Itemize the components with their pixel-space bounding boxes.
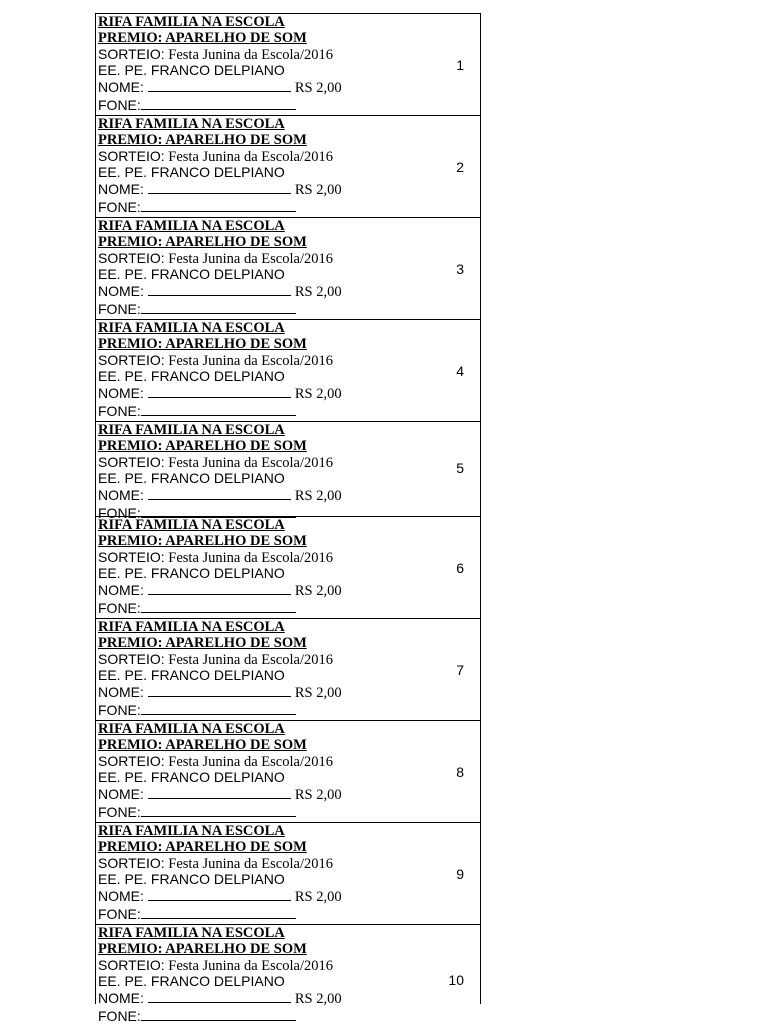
draw-value: Festa Junina da Escola/2016 [164, 353, 333, 369]
ticket-prize: PREMIO: APARELHO DE SOM [98, 635, 307, 651]
draw-label: SORTEIO: [98, 454, 165, 470]
name-blank-line[interactable] [148, 785, 291, 799]
name-label: NOME: [98, 582, 144, 598]
raffle-ticket [96, 517, 480, 619]
ticket-price: RS 2,00 [294, 182, 342, 198]
ticket-number: 2 [456, 159, 464, 175]
ticket-prize: PREMIO: APARELHO DE SOM [98, 941, 307, 957]
ticket-number: 3 [456, 261, 464, 277]
draw-label: SORTEIO: [98, 250, 165, 266]
phone-blank-line[interactable] [141, 905, 296, 919]
phone-label: FONE: [98, 804, 141, 820]
ticket-school: EE. PE. FRANCO DELPIANO [98, 266, 285, 282]
ticket-price: RS 2,00 [294, 488, 342, 504]
ticket-number: 9 [456, 866, 464, 882]
ticket-title: RIFA FAMILIA NA ESCOLA [98, 116, 285, 132]
ticket-draw [98, 148, 333, 164]
ticket-number: 7 [456, 662, 464, 678]
ticket-prize: PREMIO: APARELHO DE SOM [98, 234, 307, 250]
ticket-price: RS 2,00 [294, 685, 342, 701]
phone-blank-line[interactable] [141, 300, 296, 314]
draw-value: Festa Junina da Escola/2016 [164, 455, 333, 471]
draw-label: SORTEIO: [98, 352, 165, 368]
ticket-school: EE. PE. FRANCO DELPIANO [98, 470, 285, 486]
ticket-title: RIFA FAMILIA NA ESCOLA [98, 218, 285, 234]
ticket-name-row [98, 486, 342, 502]
ticket-price: RS 2,00 [294, 889, 342, 905]
ticket-prize: PREMIO: APARELHO DE SOM [98, 438, 307, 454]
ticket-number: 5 [456, 460, 464, 476]
phone-blank-line[interactable] [141, 599, 296, 613]
raffle-ticket [96, 116, 480, 218]
ticket-prize: PREMIO: APARELHO DE SOM [98, 30, 307, 46]
draw-value: Festa Junina da Escola/2016 [164, 754, 333, 770]
name-label: NOME: [98, 786, 144, 802]
draw-value: Festa Junina da Escola/2016 [164, 856, 333, 872]
ticket-price: RS 2,00 [294, 787, 342, 803]
ticket-number: 6 [456, 560, 464, 576]
ticket-phone-row [98, 599, 296, 615]
draw-label: SORTEIO: [98, 46, 165, 62]
ticket-title: RIFA FAMILIA NA ESCOLA [98, 320, 285, 336]
phone-blank-line[interactable] [141, 1007, 296, 1021]
ticket-draw [98, 549, 333, 565]
raffle-ticket [96, 218, 480, 320]
phone-blank-line[interactable] [141, 504, 296, 518]
ticket-school: EE. PE. FRANCO DELPIANO [98, 565, 285, 581]
raffle-ticket [96, 823, 480, 925]
ticket-school: EE. PE. FRANCO DELPIANO [98, 62, 285, 78]
ticket-title: RIFA FAMILIA NA ESCOLA [98, 14, 285, 30]
draw-value: Festa Junina da Escola/2016 [164, 550, 333, 566]
name-label: NOME: [98, 181, 144, 197]
draw-value: Festa Junina da Escola/2016 [164, 47, 333, 63]
ticket-number: 4 [456, 363, 464, 379]
ticket-draw [98, 46, 333, 62]
ticket-title: RIFA FAMILIA NA ESCOLA [98, 721, 285, 737]
ticket-title: RIFA FAMILIA NA ESCOLA [98, 517, 285, 533]
draw-value: Festa Junina da Escola/2016 [164, 149, 333, 165]
ticket-prize: PREMIO: APARELHO DE SOM [98, 533, 307, 549]
phone-blank-line[interactable] [141, 198, 296, 212]
phone-label: FONE: [98, 1008, 141, 1024]
name-label: NOME: [98, 79, 144, 95]
draw-value: Festa Junina da Escola/2016 [164, 251, 333, 267]
ticket-title: RIFA FAMILIA NA ESCOLA [98, 823, 285, 839]
ticket-title: RIFA FAMILIA NA ESCOLA [98, 619, 285, 635]
ticket-draw [98, 957, 333, 973]
ticket-price: RS 2,00 [294, 583, 342, 599]
name-label: NOME: [98, 990, 144, 1006]
ticket-draw [98, 352, 333, 368]
phone-blank-line[interactable] [141, 701, 296, 715]
phone-label: FONE: [98, 600, 141, 616]
phone-label: FONE: [98, 702, 141, 718]
ticket-name-row [98, 180, 342, 196]
phone-label: FONE: [98, 301, 141, 317]
phone-label: FONE: [98, 906, 141, 922]
raffle-ticket [96, 619, 480, 721]
ticket-school: EE. PE. FRANCO DELPIANO [98, 368, 285, 384]
ticket-draw [98, 250, 333, 266]
ticket-phone-row [98, 1007, 296, 1023]
ticket-price: RS 2,00 [294, 386, 342, 402]
draw-label: SORTEIO: [98, 549, 165, 565]
ticket-name-row [98, 384, 342, 400]
ticket-phone-row [98, 803, 296, 819]
ticket-phone-row [98, 402, 296, 418]
ticket-school: EE. PE. FRANCO DELPIANO [98, 769, 285, 785]
ticket-prize: PREMIO: APARELHO DE SOM [98, 132, 307, 148]
ticket-phone-row [98, 198, 296, 214]
ticket-prize: PREMIO: APARELHO DE SOM [98, 336, 307, 352]
ticket-draw [98, 753, 333, 769]
ticket-number: 1 [456, 57, 464, 73]
ticket-draw [98, 454, 333, 470]
ticket-price: RS 2,00 [294, 80, 342, 96]
ticket-school: EE. PE. FRANCO DELPIANO [98, 973, 285, 989]
draw-value: Festa Junina da Escola/2016 [164, 958, 333, 974]
ticket-school: EE. PE. FRANCO DELPIANO [98, 871, 285, 887]
name-blank-line[interactable] [148, 683, 291, 697]
phone-label: FONE: [98, 199, 141, 215]
name-blank-line[interactable] [148, 180, 291, 194]
ticket-name-row [98, 887, 342, 903]
ticket-draw [98, 651, 333, 667]
name-blank-line[interactable] [148, 887, 291, 901]
phone-label: FONE: [98, 505, 141, 521]
name-label: NOME: [98, 487, 144, 503]
name-blank-line[interactable] [148, 486, 291, 500]
name-label: NOME: [98, 283, 144, 299]
ticket-name-row [98, 581, 342, 597]
draw-label: SORTEIO: [98, 148, 165, 164]
ticket-price: RS 2,00 [294, 991, 342, 1007]
phone-blank-line[interactable] [141, 803, 296, 817]
ticket-prize: PREMIO: APARELHO DE SOM [98, 737, 307, 753]
name-label: NOME: [98, 888, 144, 904]
name-label: NOME: [98, 385, 144, 401]
raffle-sheet [95, 13, 481, 1024]
ticket-school: EE. PE. FRANCO DELPIANO [98, 667, 285, 683]
ticket-phone-row [98, 905, 296, 921]
ticket-number: 10 [448, 972, 464, 988]
raffle-ticket [96, 721, 480, 823]
name-label: NOME: [98, 684, 144, 700]
raffle-ticket [96, 925, 480, 1024]
phone-blank-line[interactable] [141, 96, 296, 110]
ticket-name-row [98, 785, 342, 801]
phone-label: FONE: [98, 97, 141, 113]
ticket-prize: PREMIO: APARELHO DE SOM [98, 839, 307, 855]
ticket-school: EE. PE. FRANCO DELPIANO [98, 164, 285, 180]
draw-label: SORTEIO: [98, 957, 165, 973]
raffle-ticket [96, 320, 480, 422]
name-blank-line[interactable] [148, 384, 291, 398]
ticket-number: 8 [456, 764, 464, 780]
raffle-ticket [96, 14, 480, 116]
draw-label: SORTEIO: [98, 753, 165, 769]
ticket-price: RS 2,00 [294, 284, 342, 300]
raffle-ticket [96, 422, 480, 521]
ticket-draw [98, 855, 333, 871]
ticket-name-row [98, 78, 342, 94]
name-blank-line[interactable] [148, 78, 291, 92]
ticket-name-row [98, 989, 342, 1005]
ticket-title: RIFA FAMILIA NA ESCOLA [98, 925, 285, 941]
name-blank-line[interactable] [148, 989, 291, 1003]
phone-label: FONE: [98, 403, 141, 419]
draw-label: SORTEIO: [98, 651, 165, 667]
ticket-phone-row [98, 300, 296, 316]
name-blank-line[interactable] [148, 581, 291, 595]
ticket-phone-row [98, 701, 296, 717]
draw-label: SORTEIO: [98, 855, 165, 871]
phone-blank-line[interactable] [141, 402, 296, 416]
ticket-name-row [98, 683, 342, 699]
ticket-name-row [98, 282, 342, 298]
name-blank-line[interactable] [148, 282, 291, 296]
ticket-phone-row [98, 96, 296, 112]
ticket-title: RIFA FAMILIA NA ESCOLA [98, 422, 285, 438]
draw-value: Festa Junina da Escola/2016 [164, 652, 333, 668]
